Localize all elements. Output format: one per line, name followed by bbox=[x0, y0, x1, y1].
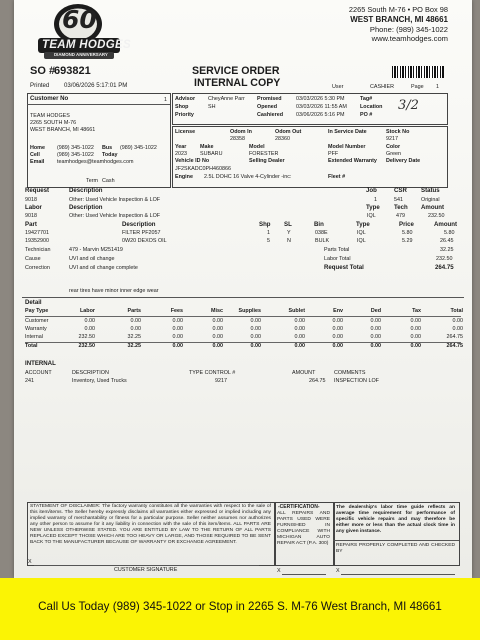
cause-value: UVI and oil change bbox=[69, 256, 115, 262]
detail-cell: Internal bbox=[25, 334, 43, 340]
internal-title: INTERNAL bbox=[25, 360, 56, 367]
type-label: Type bbox=[366, 204, 380, 211]
dealer-address-line1: 2265 South M-76 • PO Box 98 bbox=[348, 5, 448, 14]
detail-cell: 0.00 bbox=[410, 326, 421, 332]
selling-dealer-label: Selling Dealer bbox=[249, 158, 285, 164]
internal-header-comments: COMMENTS bbox=[334, 370, 366, 376]
internal-header-type-control: TYPE CONTROL # bbox=[189, 370, 236, 376]
labor-description: Other: Used Vehicle Inspection & LOF bbox=[69, 213, 161, 219]
tech-value: 479 bbox=[396, 213, 405, 219]
dealer-address-line2: WEST BRANCH, MI 48661 bbox=[350, 15, 448, 24]
detail-header-cell: Env bbox=[333, 308, 343, 314]
job-label: Job bbox=[366, 187, 377, 194]
term-value: Cash bbox=[102, 178, 115, 184]
technician-value: 479 - Marvin M251419 bbox=[69, 247, 123, 253]
parts-total-value: 32.25 bbox=[440, 247, 454, 253]
color-value: Green bbox=[386, 151, 401, 157]
customer-signature-x: X bbox=[28, 559, 32, 565]
page-value: 1 bbox=[436, 84, 439, 90]
detail-cell: 0.00 bbox=[130, 326, 141, 332]
internal-amount: 264.75 bbox=[309, 378, 326, 384]
certification-signature-line[interactable] bbox=[282, 574, 326, 575]
make-value: SUBARU bbox=[200, 151, 223, 157]
model-label: Model bbox=[249, 144, 265, 150]
detail-cell: 0.00 bbox=[250, 334, 261, 340]
detail-cell: 0.00 bbox=[250, 318, 261, 324]
detail-row bbox=[25, 326, 461, 334]
detail-cell: 0.00 bbox=[212, 334, 223, 340]
ext-warranty-label: Extended Warranty bbox=[328, 158, 377, 164]
type-value: IQL bbox=[367, 213, 376, 219]
logo-text: TEAM HODGES bbox=[42, 39, 131, 51]
part-row1-part: 19427701 bbox=[25, 230, 49, 236]
detail-cell: 232.50 bbox=[78, 334, 95, 340]
advisor-label: Advisor bbox=[175, 96, 196, 102]
odom-in-label: Odom In bbox=[230, 129, 252, 135]
cashiered-label: Cashiered bbox=[257, 112, 284, 118]
detail-cell: 0.00 bbox=[172, 318, 183, 324]
customer-signature-label: CUSTOMER SIGNATURE bbox=[114, 567, 178, 573]
amount-label: Amount bbox=[421, 204, 445, 211]
odom-out-label: Odom Out bbox=[275, 129, 302, 135]
tech-note: rear tires have minor inner edge wear bbox=[69, 288, 159, 294]
detail-header-cell: Sublet bbox=[288, 308, 305, 314]
detail-cell: 264.75 bbox=[446, 334, 463, 340]
po-label: PO # bbox=[360, 112, 373, 118]
dealer-phone: Phone: (989) 345-1022 bbox=[369, 25, 448, 34]
customer-box bbox=[27, 93, 171, 188]
part-row2-description: 0W20 DEXOS OIL bbox=[122, 238, 167, 244]
parts-header-price: Price bbox=[399, 221, 414, 228]
detail-cell: 0.00 bbox=[130, 318, 141, 324]
request-description: Other: Used Vehicle Inspection & LOF bbox=[69, 197, 161, 203]
detail-cell: 0.00 bbox=[410, 343, 421, 349]
labor-guide-text: The dealership's labor time guide reflects an average time requirement for performance of specific vehicle repairs and may therefore be either more or less than the actual clock time in any given instance. bbox=[336, 505, 455, 534]
detail-cell: 0.00 bbox=[452, 326, 463, 332]
detail-cell: 0.00 bbox=[294, 343, 305, 349]
today-label: Today bbox=[102, 152, 118, 158]
detail-cell: 0.00 bbox=[84, 326, 95, 332]
parts-header-amount: Amount bbox=[434, 221, 458, 228]
detail-header-cell: Supplies bbox=[238, 308, 261, 314]
color-label: Color bbox=[386, 144, 401, 150]
contact-banner bbox=[0, 578, 480, 640]
correction-label: Correction bbox=[25, 265, 50, 271]
detail-header-underline bbox=[25, 316, 461, 317]
shop-value: SH bbox=[208, 104, 216, 110]
request-description-label: Description bbox=[69, 187, 103, 194]
detail-cell: 0.00 bbox=[332, 326, 343, 332]
detail-header-cell: Ded bbox=[370, 308, 381, 314]
labor-guide-divider bbox=[333, 540, 459, 541]
internal-comments: INSPECTION LOF bbox=[334, 378, 379, 384]
detail-cell: 0.00 bbox=[370, 334, 381, 340]
parts-header-sl: SL bbox=[284, 221, 292, 228]
detail-header-cell: Misc bbox=[211, 308, 223, 314]
internal-description: Inventory, Used Trucks bbox=[72, 378, 127, 384]
detail-cell: 0.00 bbox=[294, 334, 305, 340]
odom-in-value: 28358 bbox=[230, 136, 245, 142]
part-row2-price: 5.29 bbox=[402, 238, 413, 244]
cashiered-value: 03/06/2026 5:16 PM bbox=[296, 112, 345, 118]
bus-label: Bus bbox=[102, 145, 113, 151]
detail-cell: Warranty bbox=[25, 326, 47, 332]
customer-line3: WEST BRANCH, MI 48661 bbox=[30, 127, 96, 133]
page-label: Page bbox=[411, 84, 424, 90]
logo-subtitle: DIAMOND ANNIVERSARY bbox=[54, 52, 108, 57]
part-row1-amount: 5.80 bbox=[444, 230, 455, 236]
parts-header-description: Description bbox=[122, 221, 156, 228]
title-internal-copy: INTERNAL COPY bbox=[194, 77, 281, 89]
vin-value: JF2SKADC0PH460866 bbox=[175, 166, 232, 172]
technician-label: Technician bbox=[25, 247, 51, 253]
contact-banner-text: Call Us Today (989) 345-1022 or Stop in 2265 S. M-76 West Branch, MI 48661 bbox=[38, 600, 442, 613]
customer-box-divider bbox=[27, 104, 170, 105]
tech-label: Tech bbox=[394, 204, 408, 211]
detail-cell: 32.25 bbox=[127, 334, 141, 340]
detail-cell: 0.00 bbox=[250, 343, 261, 349]
request-total-value: 264.75 bbox=[435, 264, 454, 271]
model-number-value: PFF bbox=[328, 151, 339, 157]
user-label-text: User bbox=[332, 84, 344, 90]
term-label: Term bbox=[86, 178, 98, 184]
job-value: 1 bbox=[374, 197, 377, 203]
detail-cell: 0.00 bbox=[410, 318, 421, 324]
part-row1-description: FILTER PF2057 bbox=[122, 230, 161, 236]
customer-signature-line[interactable] bbox=[34, 565, 259, 566]
parts-total-label: Parts Total bbox=[324, 247, 350, 253]
part-row2-shp: 5 bbox=[267, 238, 270, 244]
labor-total-label: Labor Total bbox=[324, 256, 351, 262]
part-row2-sl: N bbox=[287, 238, 291, 244]
opened-value: 03/03/2026 11:55 AM bbox=[296, 104, 347, 110]
logo-years: 60 bbox=[62, 5, 97, 34]
detail-cell: 0.00 bbox=[212, 318, 223, 324]
dealer-logo bbox=[30, 2, 130, 62]
detail-cell: 0.00 bbox=[452, 318, 463, 324]
engine-value: 2.5L DOHC 16 Valve 4-Cylinder -inc: bbox=[204, 174, 292, 180]
detail-cell: 0.00 bbox=[294, 318, 305, 324]
detail-cell: Total bbox=[25, 343, 38, 349]
detail-cell: 0.00 bbox=[250, 326, 261, 332]
detail-cell: 264.75 bbox=[446, 343, 463, 349]
make-label: Make bbox=[200, 144, 214, 150]
detail-cell: 0.00 bbox=[332, 343, 343, 349]
detail-cell: 0.00 bbox=[370, 343, 381, 349]
request-label: Request bbox=[25, 187, 50, 194]
vin-label: Vehicle ID No bbox=[175, 158, 210, 164]
detail-header-cell: Parts bbox=[127, 308, 141, 314]
stock-value: 9217 bbox=[386, 136, 398, 142]
internal-header-account: ACCOUNT bbox=[25, 370, 52, 376]
amount-value: 232.50 bbox=[428, 213, 445, 219]
labor-description-label: Description bbox=[69, 204, 103, 211]
labor-code: 9018 bbox=[25, 213, 37, 219]
printed-value: 03/06/2026 5:17:01 PM bbox=[64, 82, 128, 89]
delivery-label: Delivery Date bbox=[386, 158, 421, 164]
model-value: FORESTER bbox=[249, 151, 279, 157]
detail-cell: 0.00 bbox=[172, 334, 183, 340]
shop-label: Shop bbox=[175, 104, 189, 110]
customer-header: Customer No bbox=[30, 95, 69, 102]
detail-cell: 0.00 bbox=[332, 334, 343, 340]
cell-label: Cell bbox=[30, 152, 40, 158]
status-value: Original bbox=[421, 197, 440, 203]
license-label: License bbox=[175, 129, 196, 135]
internal-header-amount: AMOUNT bbox=[292, 370, 316, 376]
detail-cell: 0.00 bbox=[212, 326, 223, 332]
csr-value: 541 bbox=[394, 197, 403, 203]
user-value: CASHIER bbox=[370, 84, 394, 90]
fleet-label: Fleet # bbox=[328, 174, 346, 180]
detail-cell: Customer bbox=[25, 318, 49, 324]
detail-cell: 32.25 bbox=[127, 343, 141, 349]
year-value: 2023 bbox=[175, 151, 187, 157]
detail-row bbox=[25, 318, 461, 326]
parts-header-part: Part bbox=[25, 221, 37, 228]
detail-cell: 0.00 bbox=[84, 318, 95, 324]
barcode bbox=[392, 66, 444, 78]
internal-account: 241 bbox=[25, 378, 34, 384]
dealer-website: www.teamhodges.com bbox=[371, 34, 448, 43]
part-row1-price: 5.80 bbox=[402, 230, 413, 236]
tag-label: Tag# bbox=[360, 96, 373, 102]
detail-cell: 232.50 bbox=[78, 343, 95, 349]
certification-title: -CERTIFICATION- bbox=[278, 504, 320, 510]
detail-cell: 0.00 bbox=[294, 326, 305, 332]
certification-signature-x: X bbox=[277, 568, 281, 574]
completed-signature-line[interactable] bbox=[341, 574, 455, 575]
customer-no: 1 bbox=[164, 97, 167, 103]
internal-header-description: DESCRIPTION bbox=[72, 370, 109, 376]
detail-row bbox=[25, 334, 461, 342]
detail-header-row bbox=[25, 308, 461, 316]
detail-cell: 0.00 bbox=[370, 326, 381, 332]
in-service-label: In Service Date bbox=[328, 129, 367, 135]
model-number-label: Model Number bbox=[328, 144, 366, 150]
so-number: 693821 bbox=[54, 65, 91, 77]
promised-value: 03/03/2026 5:30 PM bbox=[296, 96, 345, 102]
opened-label: Opened bbox=[257, 104, 278, 110]
parts-header-type: Type bbox=[356, 221, 370, 228]
location-label: Location bbox=[360, 104, 383, 110]
title-service-order: SERVICE ORDER bbox=[192, 65, 280, 77]
email-label: Email bbox=[30, 159, 45, 165]
repairs-completed-text: REPAIRS PROPERLY COMPLETED AND CHECKED BY bbox=[336, 543, 455, 554]
detail-header-cell: Labor bbox=[80, 308, 95, 314]
detail-divider bbox=[22, 297, 464, 298]
detail-cell: 0.00 bbox=[332, 318, 343, 324]
bus-value: (989) 345-1022 bbox=[120, 145, 157, 151]
certification-text: ALL REPAIRS AND PARTS USED WERE FURNISHED IN COMPLIANCE WITH MICHIGAN AUTO REPAIR ACT (P.A. 300) bbox=[277, 511, 330, 546]
printed-label: Printed bbox=[30, 82, 50, 89]
detail-title: Detail bbox=[25, 299, 42, 306]
customer-line1: TEAM HODGES bbox=[30, 113, 70, 119]
detail-header-cell: Tax bbox=[412, 308, 421, 314]
detail-header-cell: Fees bbox=[170, 308, 183, 314]
handwritten-note: 3/2 bbox=[398, 98, 419, 113]
customer-line2: 2265 SOUTH M-76 bbox=[30, 120, 77, 126]
completed-signature-x: X bbox=[336, 568, 340, 574]
correction-value: UVI and oil change complete bbox=[69, 265, 138, 271]
promised-label: Promised bbox=[257, 96, 282, 102]
stock-label: Stock No bbox=[386, 129, 410, 135]
part-row1-bin: 038E bbox=[315, 230, 328, 236]
part-row1-type: IQL bbox=[357, 230, 366, 236]
detail-header-cell: Pay Type bbox=[25, 308, 49, 314]
labor-label: Labor bbox=[25, 204, 42, 211]
advisor-value: CheyAnne Parr bbox=[208, 96, 245, 102]
part-row1-sl: Y bbox=[287, 230, 291, 236]
email-value: teamhodges@teamhodges.com bbox=[57, 159, 134, 165]
home-label: Home bbox=[30, 145, 45, 151]
detail-cell: 0.00 bbox=[212, 343, 223, 349]
detail-cell: 0.00 bbox=[410, 334, 421, 340]
detail-cell: 0.00 bbox=[172, 343, 183, 349]
cell-value: (989) 345-1022 bbox=[57, 152, 94, 158]
detail-header-cell: Total bbox=[450, 308, 463, 314]
year-label: Year bbox=[175, 144, 187, 150]
home-value: (989) 345-1022 bbox=[57, 145, 94, 151]
cause-label: Cause bbox=[25, 256, 41, 262]
detail-row bbox=[25, 343, 461, 351]
odom-out-value: 28360 bbox=[275, 136, 290, 142]
detail-table bbox=[25, 308, 461, 351]
request-total-label: Request Total bbox=[324, 264, 364, 271]
internal-control: 9217 bbox=[215, 378, 227, 384]
detail-cell: 0.00 bbox=[172, 326, 183, 332]
so-label: SO # bbox=[30, 65, 56, 77]
parts-header-shp: Shp bbox=[259, 221, 271, 228]
parts-header-bin: Bin bbox=[314, 221, 324, 228]
part-row1-shp: 1 bbox=[267, 230, 270, 236]
disclaimer-text: STATEMENT OF DISCLAIMER: The factory warranty constitutes all the warranties with respect to the sale of this item/items. The Seller hereby expressly disclaims all warranties either expressed or implied including any implied warranty of merchantability or fitness for a particular purpose. Seller neither assumes nor authorizes any other person to assume for it any liability in connection with the sale of this item/items. ALL PARTS ARE NEW UNLESS OTHERWISE STATED. YOU ARE ENTITLED BY LAW TO THE RETURN OF ALL PARTS REPLACED EXCEPT THOSE WHICH ARE TOO HEAVY OR LARGE, AND THOSE REQUIRED TO BE SENT BACK TO THE MANUFACTURER BECAUSE OF WARRANTY OR EXCHANGE AGREEMENT. bbox=[30, 504, 271, 545]
engine-label: Engine bbox=[175, 174, 193, 180]
status-label: Status bbox=[421, 187, 440, 194]
priority-label: Priority bbox=[175, 112, 194, 118]
part-row2-bin: BULK bbox=[315, 238, 330, 244]
csr-label: CSR bbox=[394, 187, 407, 194]
part-row2-type: IQL bbox=[357, 238, 366, 244]
request-code: 9018 bbox=[25, 197, 37, 203]
part-row2-part: 19352900 bbox=[25, 238, 49, 244]
service-order-paper bbox=[14, 0, 472, 578]
detail-cell: 0.00 bbox=[370, 318, 381, 324]
part-row2-amount: 26.45 bbox=[440, 238, 454, 244]
labor-total-value: 232.50 bbox=[436, 256, 453, 262]
